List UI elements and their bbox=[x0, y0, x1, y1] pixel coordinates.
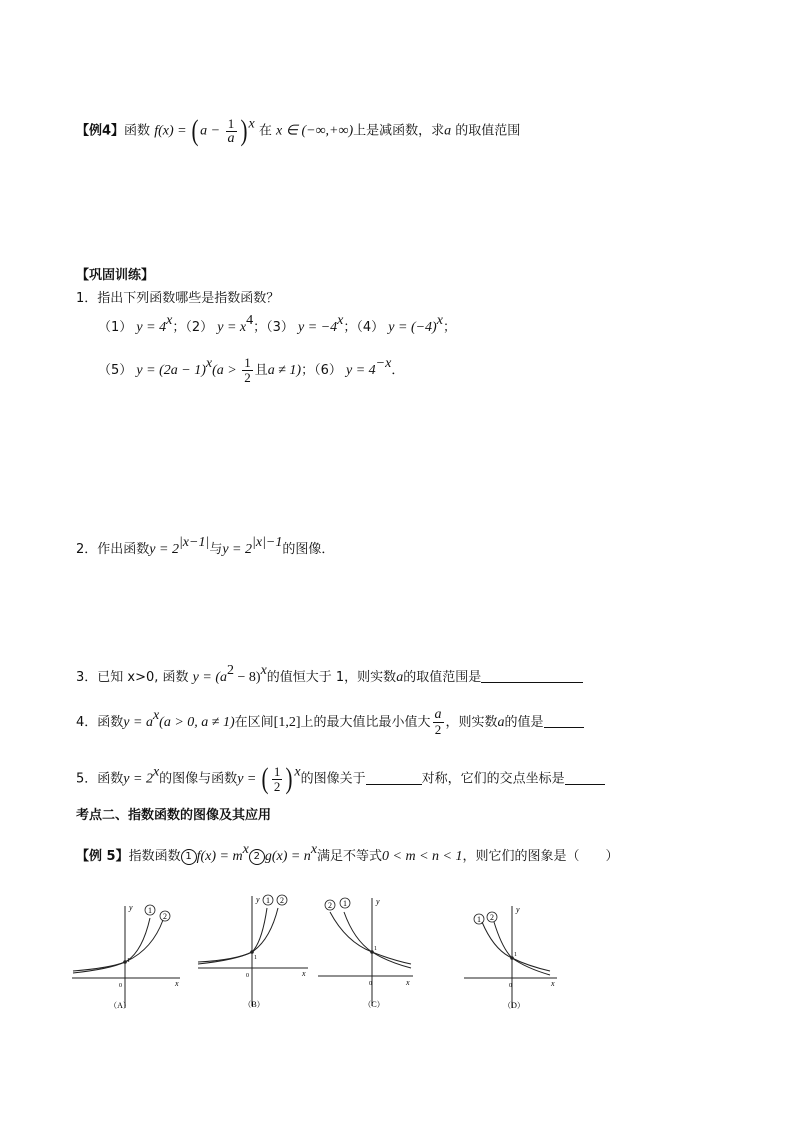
graph-d-label-1: 1 bbox=[477, 915, 481, 924]
q3-line: 3．已知 x>0, 函数 $y = (a^2 - 8)^x$的值恒大于 1，则实数a的取值范围是 bbox=[76, 668, 583, 688]
graph-d-caption: （D） bbox=[503, 1001, 525, 1010]
q1-item4: y = (−4) bbox=[388, 320, 437, 335]
graph-b-x-label: x bbox=[302, 969, 306, 978]
curve-1 bbox=[344, 912, 411, 968]
q5-symmetry-blank[interactable] bbox=[366, 770, 422, 785]
graph-c-origin: 0 bbox=[369, 981, 372, 987]
q2-func2: y = 2 bbox=[222, 542, 252, 557]
graph-a-label-1: 1 bbox=[148, 906, 152, 915]
curve-1 bbox=[482, 922, 550, 971]
q3-func: y = (a bbox=[192, 670, 227, 685]
graph-a-origin: 0 bbox=[119, 983, 122, 989]
q4-fraction: $\frac{a}{2}$ bbox=[434, 707, 442, 737]
example4-var: a bbox=[444, 123, 452, 139]
training-heading: 【巩固训练】 bbox=[76, 268, 155, 283]
q1-item5: y = (2a − 1) bbox=[136, 363, 206, 378]
graph-c[interactable] bbox=[316, 890, 416, 1016]
curve-2 bbox=[330, 912, 411, 964]
q5-func2: y = bbox=[237, 771, 260, 787]
example4-lead: 函数 bbox=[124, 123, 151, 139]
graph-d-y-label: y bbox=[516, 905, 520, 914]
graph-c-x-label: x bbox=[406, 978, 410, 987]
example5-func2: g(x) = n bbox=[264, 849, 311, 864]
example4-end: 的取值范围 bbox=[455, 123, 521, 139]
graph-b-caption: （B） bbox=[243, 1000, 265, 1009]
intersection-point bbox=[250, 950, 254, 954]
q2-lead: 2．作出函数 bbox=[76, 542, 150, 557]
graph-c-label-2: 2 bbox=[328, 901, 332, 910]
q4-func: y = a bbox=[123, 715, 153, 730]
q3-answer-blank[interactable] bbox=[481, 668, 583, 683]
q1-item5-label: （5） bbox=[98, 363, 133, 378]
graph-c-caption: （C） bbox=[363, 1000, 385, 1009]
q4-answer-blank[interactable] bbox=[544, 713, 584, 728]
q1-item3-label: ；（3） bbox=[253, 320, 294, 335]
q1-items-row1: （1） $y = 4^x$；（2） $y = x^4$；（3） $y = -4^x$；（4） $y = (-4)^x$； bbox=[98, 313, 456, 335]
q1-item1: y = 4 bbox=[136, 320, 167, 335]
graph-b-label-1: 1 bbox=[266, 896, 270, 905]
q4-lead: 4．函数 bbox=[76, 715, 124, 730]
example4-domain: x ∈ (−∞,+∞) bbox=[276, 123, 354, 139]
right-paren: ) bbox=[240, 114, 248, 147]
graph-c-label-1: 1 bbox=[343, 899, 347, 908]
graph-b-y-label: y bbox=[256, 895, 260, 904]
q1-item6: y = 4 bbox=[345, 363, 376, 378]
graph-b-one: 1 bbox=[254, 955, 257, 961]
example5-line: 【例 5】指数函数 1 $f(x) = m^x$ 2 $g(x) = n^x$满足不等式0 < m < n < 1，则它们的图象是（ ） bbox=[76, 842, 619, 864]
left-paren: ( bbox=[191, 114, 199, 147]
graph-a-caption: （A） bbox=[109, 1001, 131, 1010]
q5-func1: y = 2 bbox=[123, 771, 153, 787]
q5-line: 5．函数$y = 2^x$的图像与函数y = ( $\frac{1}{2}$ ) $^x$的图像关于 对称，它们的交点坐标是 bbox=[76, 764, 605, 794]
graph-b[interactable] bbox=[196, 890, 311, 1016]
circled-2-icon: 2 bbox=[249, 849, 265, 865]
graph-d-one: 1 bbox=[514, 952, 517, 958]
example4-tail: 上是减函数，求 bbox=[353, 123, 445, 139]
graph-a-x-label: x bbox=[175, 979, 179, 988]
graph-d-label-2: 2 bbox=[490, 913, 494, 922]
graph-a-y-label: y bbox=[129, 903, 133, 912]
example4-fraction: $\frac{1}{a}$ bbox=[227, 115, 235, 146]
q1-item2: y = x bbox=[217, 320, 247, 335]
curve-1 bbox=[73, 918, 150, 971]
graph-a-one: 1 bbox=[127, 958, 130, 964]
q2-line: 2．作出函数$y = 2^{|x-1|}$与$y = 2^{|x|-1}$的图像． bbox=[76, 535, 335, 557]
q1-item4-label: ；（4） bbox=[343, 320, 385, 335]
q1-item1-label: （1） bbox=[98, 320, 133, 335]
q1-item3: y = −4 bbox=[298, 320, 338, 335]
example5-tag: 【例 5】 bbox=[76, 849, 129, 864]
curve-2 bbox=[73, 920, 163, 973]
q1-stem: 1．指出下列函数哪些是指数函数？ bbox=[76, 291, 280, 306]
example4-inner: a − bbox=[200, 123, 224, 139]
q1-item5-fraction: $\frac{1}{2}$ bbox=[244, 355, 251, 385]
graph-b-origin: 0 bbox=[246, 973, 249, 979]
example4-fx: f(x) = bbox=[154, 123, 191, 139]
graph-a-label-2: 2 bbox=[163, 912, 167, 921]
graph-d-origin: 0 bbox=[509, 983, 512, 989]
graph-c-one: 1 bbox=[374, 946, 377, 952]
q5-lead: 5．函数 bbox=[76, 771, 124, 787]
example4-mid: 在 bbox=[258, 123, 272, 139]
example5-inequality: 0 < m < n < 1 bbox=[382, 849, 463, 864]
example5-func1: f(x) = m bbox=[196, 849, 243, 864]
example4-exp: x bbox=[248, 116, 255, 132]
circled-1-icon: 1 bbox=[181, 849, 197, 865]
q5-intersection-blank[interactable] bbox=[565, 770, 605, 785]
example4-line bbox=[76, 116, 520, 146]
graph-b-label-2: 2 bbox=[280, 896, 284, 905]
graph-d-x-label: x bbox=[551, 979, 555, 988]
graph-a[interactable] bbox=[70, 898, 185, 1016]
graph-c-y-label: y bbox=[376, 897, 380, 906]
q4-line: 4．函数$y = a^x(a > 0$, a ≠ 1)在区间[1,2]上的最大值比最小值大 $\frac{a}{2}$ ，则实数a的值是 bbox=[76, 708, 584, 737]
q1-items-row2: （5） $y = (2a - 1)^x(a$ > $\frac{1}{2}$ 且a ≠ 1)；（6） $y = 4^{-x}$． bbox=[98, 355, 405, 385]
q1-item6-label: ；（6） bbox=[301, 363, 342, 378]
q1-item2-label: ；（2） bbox=[172, 320, 214, 335]
q3-lead: 3．已知 x>0, 函数 bbox=[76, 670, 189, 685]
curve-2 bbox=[494, 922, 550, 975]
example4-tag: 【例4】 bbox=[76, 123, 125, 139]
graph-d[interactable] bbox=[462, 898, 562, 1016]
section2-heading: 考点二、指数函数的图像及其应用 bbox=[76, 808, 272, 823]
q2-func1: y = 2 bbox=[149, 542, 179, 557]
q5-fraction: $\frac{1}{2}$ bbox=[273, 763, 281, 794]
